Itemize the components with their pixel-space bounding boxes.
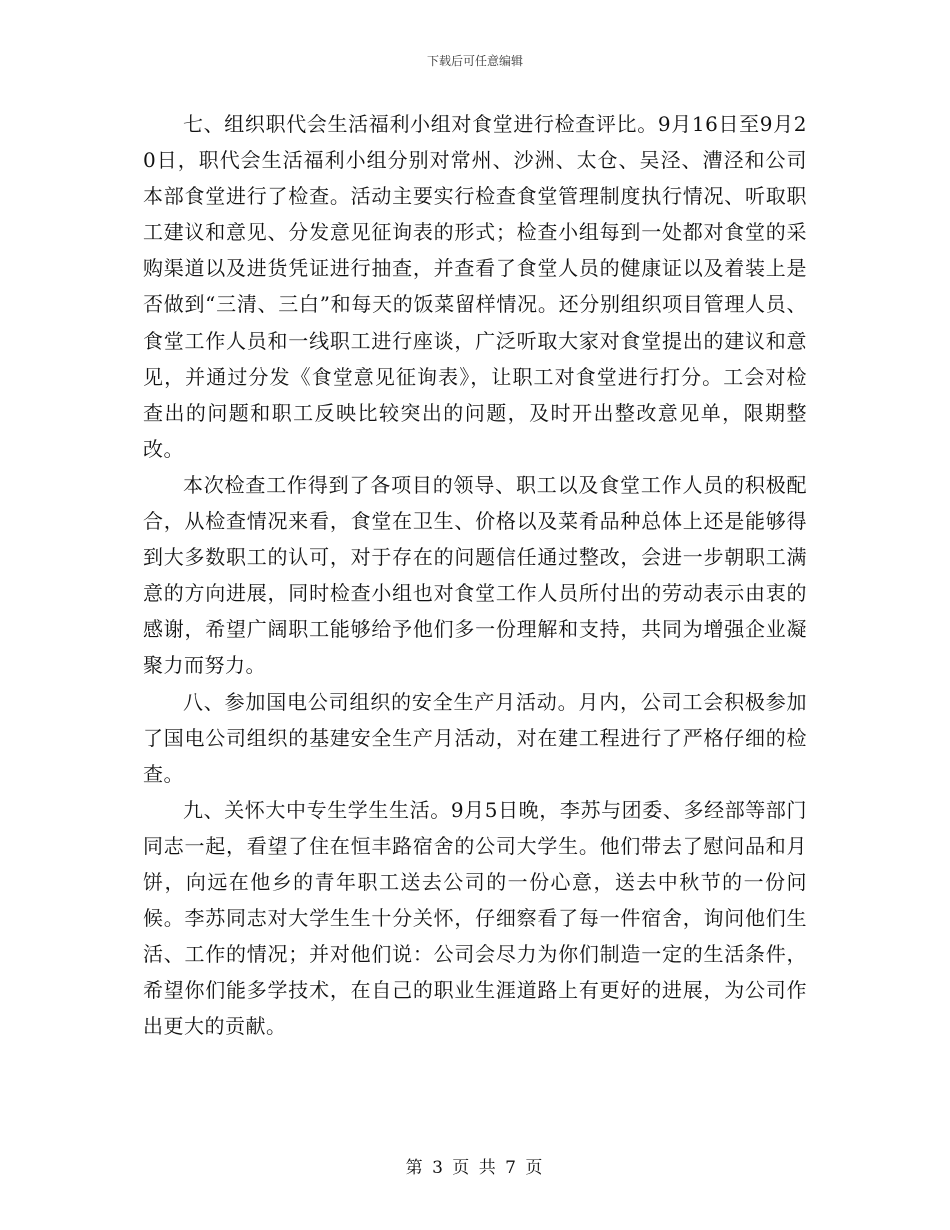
document-body: [143, 106, 807, 1044]
paragraph-student-care: 九、关怀大中专生学生生活。9月5日晚，李苏与团委、多经部等部门同志一起，看望了住在恒丰路宿舍的公司大学生。他们带去了慰问品和月饼，向远在他乡的青年职工送去公司的一份心意，送去中秋节的一份问候。李苏同志对大学生生十分关怀，仔细察看了每一件宿舍，询问他们生活、工作的情况；并对他们说：公司会尽力为你们制造一定的生活条件，希望你们能多学技术，在自己的职业生涯道路上有更好的进展，为公司作出更大的贡献。: [143, 797, 807, 1039]
paragraph-inspection-result: 本次检查工作得到了各项目的领导、职工以及食堂工作人员的积极配合，从检查情况来看，食堂在卫生、价格以及菜肴品种总体上还是能够得到大多数职工的认可，对于存在的问题信任通过整改，会进一步朝职工满意的方向进展，同时检查小组也对食堂工作人员所付出的劳动表示由衷的感谢，希望广阔职工能够给予他们多一份理解和支持，共同为增强企业凝聚力而努力。: [143, 472, 807, 678]
header-note: 下载后可任意编辑: [426, 54, 523, 68]
paragraph-canteen-inspection: 七、组织职代会生活福利小组对食堂进行检查评比。9月16日至9月20日，职代会生活福利小组分别对常州、沙洲、太仓、吴泾、漕泾和公司本部食堂进行了检查。活动主要实行检查食堂管理制度执行情况、听取职工建议和意见、分发意见征询表的形式；检查小组每到一处都对食堂的采购渠道以及进货凭证进行抽查，并查看了食堂人员的健康证以及着装上是否做到“三清、三白”和每天的饭菜留样情况。还分别组织项目管理人员、食堂工作人员和一线职工进行座谈，广泛听取大家对食堂提出的建议和意见，并通过分发《食堂意见征询表》，让职工对食堂进行打分。工会对检查出的问题和职工反映比较突出的问题，及时开出整改意见单，限期整改。: [143, 112, 807, 461]
page-number: 第 3 页 共 7 页: [405, 1158, 545, 1178]
paragraph-safety-month: 八、参加国电公司组织的安全生产月活动。月内，公司工会积极参加了国电公司组织的基建安全生产月活动，对在建工程进行了严格仔细的检查。: [143, 689, 807, 786]
